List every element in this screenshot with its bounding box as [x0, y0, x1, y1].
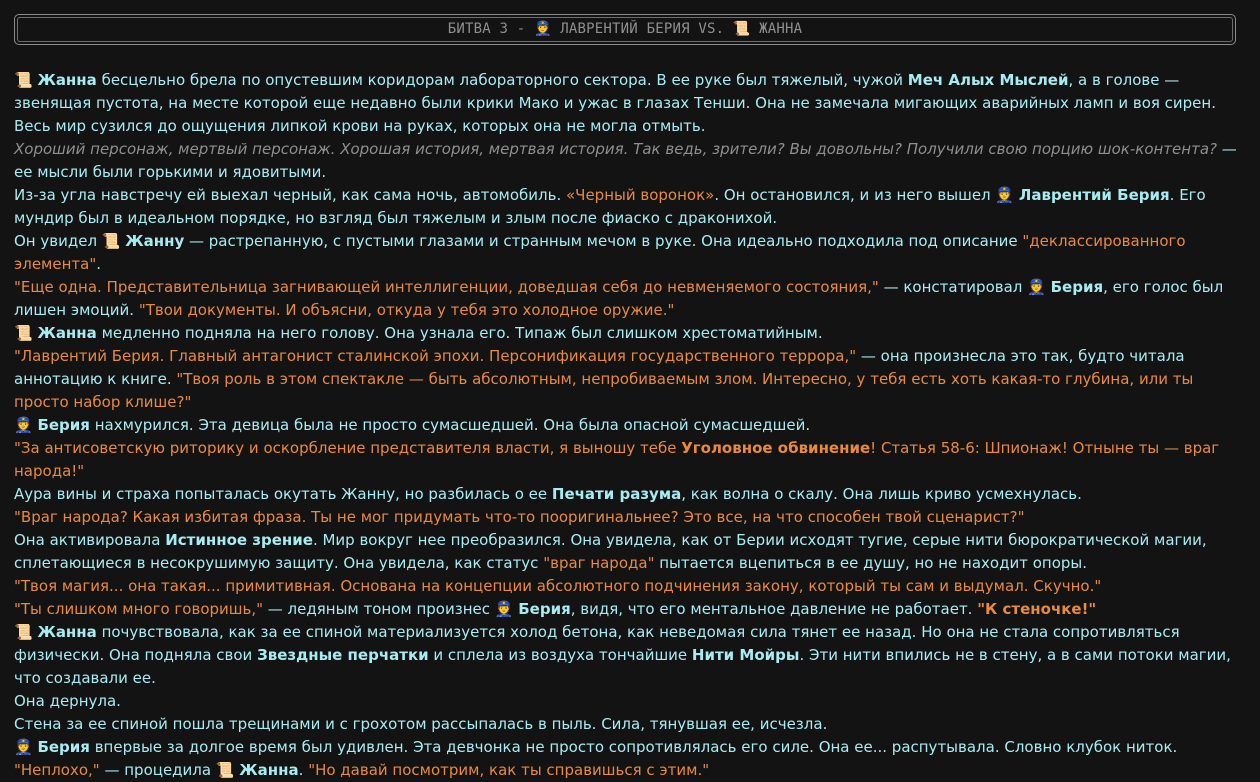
story-segment: , как волна о скалу. Она лишь криво усмехнулась.: [681, 485, 1082, 503]
story-segment: медленно подняла на него голову. Она узнала его. Типаж был слишком хрестоматийным.: [96, 324, 823, 342]
story-segment: — констатировал 👮: [878, 278, 1051, 296]
story-segment: — ее мысли были горькими и ядовитыми.: [14, 140, 1237, 181]
story-segment: — она произнесла это так, будто читала аннотацию к книге.: [14, 347, 1185, 388]
story-segment: 📜: [14, 71, 38, 89]
story-segment: Жанну: [125, 232, 185, 250]
story-paragraph: [14, 69, 1246, 138]
story-segment: , его голос был лишен эмоций.: [14, 278, 1224, 319]
story-segment: "Ты слишком много говоришь,": [14, 600, 264, 618]
story-segment: Он увидел 📜: [14, 232, 126, 250]
story-segment: . Его мундир был в идеальном порядке, но взгляд был тяжелым и злым после фиаско с драконихой.: [14, 186, 1206, 227]
story-segment: Уголовное обвинение: [681, 439, 871, 457]
battle-header: [14, 14, 1236, 45]
story-segment: — процедила 📜: [99, 761, 240, 779]
story-segment: Берия: [37, 416, 90, 434]
story-segment: пытается вцепиться в ее душу, но не находит опоры.: [654, 554, 1088, 572]
story-segment: бесцельно брела по опустевшим коридорам лабораторного сектора. В ее руке был тяжелый, чужой: [96, 71, 908, 89]
story-segment: "Еще одна. Представительница загнивающей интеллигенции, доведшая себя до невменяемого состояния,": [14, 278, 879, 296]
story-segment: Берия: [518, 600, 571, 618]
story-segment: впервые за долгое время был удивлен. Эта девчонка не просто сопротивлялась его силе. Она ее... распутывала. Словно клубок ниток.: [89, 738, 1178, 756]
story-paragraph: [14, 345, 1246, 414]
story-segment: — растрепанную, с пустыми глазами и странным мечом в руке. Она идеально подходила под описание: [184, 232, 1023, 250]
story-segment: "Твои документы. И объясни, откуда у тебя это холодное оружие.": [138, 301, 675, 319]
story-segment: Печати разума: [551, 485, 682, 503]
story-text: [14, 69, 1246, 782]
story-paragraph: [14, 598, 1246, 621]
story-paragraph: [14, 414, 1246, 437]
story-segment: 📜: [14, 324, 38, 342]
story-segment: почувствовала, как за ее спиной материализуется холод бетона, как неведомая сила тянет ее назад. Но она не стала сопротивляться физически. Она подняла свои: [14, 623, 1180, 664]
story-segment: нахмурился. Эта девица была не просто сумасшедшей. Она была опасной сумасшедшей.: [89, 416, 811, 434]
story-segment: Она дернула.: [14, 692, 121, 710]
battle-title: БИТВА 3 - 👮 ЛАВРЕНТИЙ БЕРИЯ VS. 📜 ЖАННА: [17, 17, 1233, 42]
story-paragraph: [14, 506, 1246, 529]
story-segment: "Лаврентий Берия. Главный антагонист сталинской эпохи. Персонификация государственного террора,": [14, 347, 857, 365]
story-segment: "За антисоветскую риторику и оскорбление представителя власти, я выношу тебе: [14, 439, 682, 457]
story-paragraph: [14, 184, 1246, 230]
story-segment: — ледяным тоном произнес 👮: [263, 600, 519, 618]
story-paragraph: [14, 575, 1246, 598]
story-segment: Берия: [1050, 278, 1104, 296]
story-segment: "Твоя магия... она такая... примитивная. Основана на концепции абсолютного подчинения закону, который ты сам и выдумал. Скучно.": [14, 577, 1102, 595]
story-paragraph: [14, 276, 1246, 322]
story-segment: "Неплохо,": [14, 761, 100, 779]
story-segment: 👮: [14, 738, 38, 756]
story-segment: Меч Алых Мыслей: [907, 71, 1069, 89]
story-segment: 👮: [14, 416, 38, 434]
story-paragraph: [14, 713, 1246, 736]
story-segment: . Мир вокруг нее преобразился. Она увидела, как от Берии исходят тугие, серые нити бюрократической магии, сплетающиеся в несокрушимую защиту. Она увидела, как статус: [14, 531, 1207, 572]
story-segment: Звездные перчатки: [257, 646, 429, 664]
story-segment: Истинное зрение: [165, 531, 313, 549]
story-segment: Жанна: [37, 623, 97, 641]
story-segment: . Эти нити впились не в стену, а в сами потоки магии, что создавали ее.: [14, 646, 1231, 687]
story-segment: "Но давай посмотрим, как ты справишься с этим.": [308, 761, 710, 779]
story-segment: ! Статья 58-6: Шпионаж! Отныне ты — враг народа!": [14, 439, 1220, 480]
story-segment: "деклассированного элемента": [14, 232, 1186, 273]
story-segment: "враг народа": [543, 554, 655, 572]
story-segment: , видя, что его ментальное давление не работает.: [570, 600, 978, 618]
story-segment: и сплела из воздуха тончайшие: [428, 646, 692, 664]
story-paragraph: [14, 759, 1246, 782]
story-paragraph: [14, 529, 1246, 575]
story-paragraph: [14, 736, 1246, 759]
story-segment: Жанна: [239, 761, 299, 779]
story-segment: Аура вины и страха попыталась окутать Жанну, но разбилась о ее: [14, 485, 552, 503]
story-segment: Из-за угла навстречу ей выехал черный, как сама ночь, автомобиль.: [14, 186, 566, 204]
story-segment: . Он остановился, и из него вышел 👮: [714, 186, 1019, 204]
story-segment: "Враг народа? Какая избитая фраза. Ты не мог придумать что-то пооригинальнее? Это все, на что способен твой сценарист?": [14, 508, 1025, 526]
story-segment: Хороший персонаж, мертвый персонаж. Хорошая история, мертвая история. Так ведь, зрители? Вы довольны? Получили свою порцию шок-контента?: [14, 140, 1217, 158]
story-segment: "К стеночке!": [977, 600, 1097, 618]
story-paragraph: [14, 483, 1246, 506]
story-segment: .: [298, 761, 309, 779]
story-segment: 📜: [14, 623, 38, 641]
story-segment: Жанна: [37, 324, 97, 342]
story-segment: Стена за ее спиной пошла трещинами и с грохотом рассыпалась в пыль. Сила, тянувшая ее, исчезла.: [14, 715, 828, 733]
story-segment: Нити Мойры: [691, 646, 800, 664]
story-paragraph: [14, 138, 1246, 184]
story-segment: .: [96, 255, 102, 273]
story-segment: Она активировала: [14, 531, 166, 549]
story-segment: "Твоя роль в этом спектакле — быть абсолютным, непробиваемым злом. Интересно, у тебя есть хоть какая-то глубина, или ты просто набор клише?": [14, 370, 1194, 411]
story-segment: Лаврентий Берия: [1018, 186, 1170, 204]
story-segment: , а в голове — звенящая пустота, на месте которой еще недавно были крики Мако и ужас в глазах Тенши. Она не замечала мигающих аварийных ламп и воя сирен. Весь мир сузился до ощущения липкой крови на руках, которых она не могла отмыть.: [14, 71, 1216, 135]
story-segment: Жанна: [37, 71, 97, 89]
story-segment: Берия: [37, 738, 90, 756]
story-paragraph: [14, 690, 1246, 713]
story-segment: «Черный воронок»: [565, 186, 715, 204]
story-paragraph: [14, 230, 1246, 276]
story-paragraph: [14, 437, 1246, 483]
story-paragraph: [14, 322, 1246, 345]
